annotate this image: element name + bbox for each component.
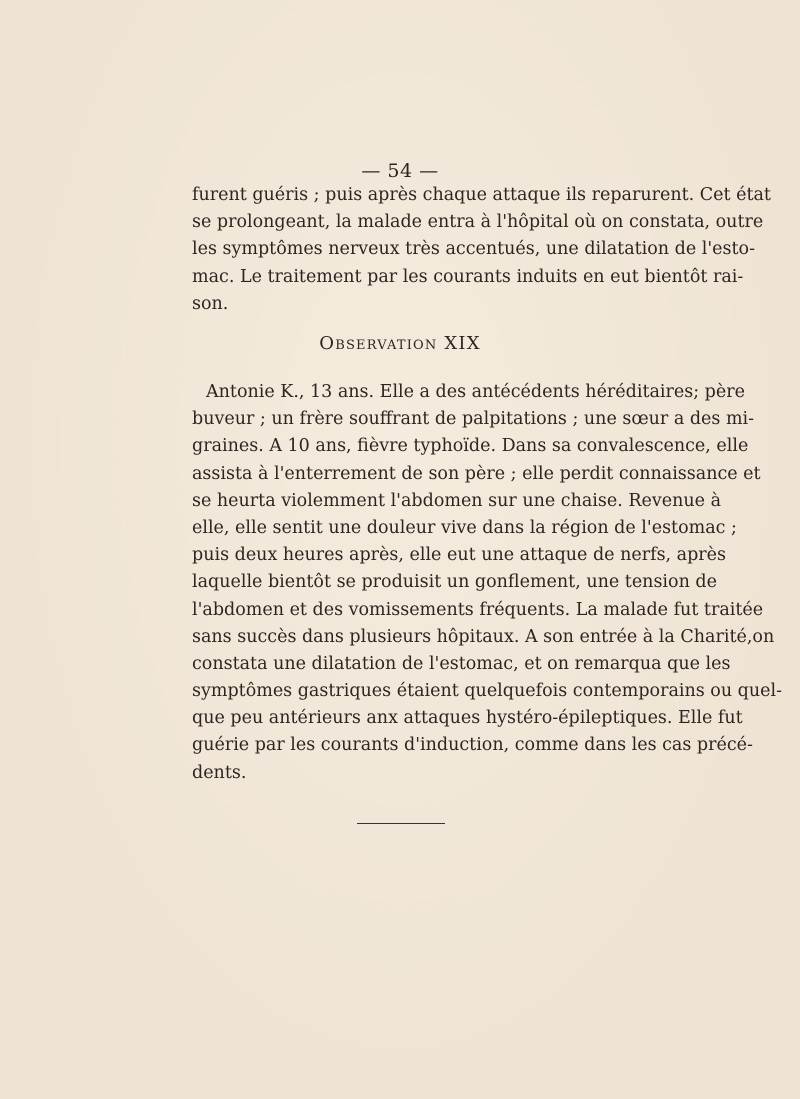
- text-line: se prolongeant, la malade entra à l'hôpital où on constata, outre: [192, 212, 764, 233]
- text-line: sans succès dans plusieurs hôpitaux. A son entrée à la Charité,on: [192, 626, 775, 647]
- paragraph-observation: [192, 379, 783, 787]
- text-line: les symptômes nerveux très accentués, une dilatation de l'esto-: [192, 239, 755, 260]
- text-line: dents.: [192, 762, 247, 783]
- text-line: constata une dilatation de l'estomac, et on remarqua que les: [192, 653, 731, 674]
- text-line: symptômes gastriques étaient quelquefois contemporains ou quel-: [192, 681, 783, 702]
- text-line: l'abdomen et des vomissements fréquents. La malade fut traitée: [192, 599, 764, 620]
- paragraph-continuation: [192, 182, 771, 318]
- text-line: buveur ; un frère souffrant de palpitations ; une sœur a des mi-: [192, 409, 755, 430]
- page-number: — 54 —: [361, 160, 439, 182]
- section-rule: [357, 823, 445, 824]
- text-line: puis deux heures après, elle eut une attaque de nerfs, après: [192, 545, 727, 566]
- text-line: que peu antérieurs anx attaques hystéro-épileptiques. Elle fut: [192, 708, 743, 729]
- text-line: mac. Le traitement par les courants induits en eut bientôt rai-: [192, 266, 744, 287]
- text-line: laquelle bientôt se produisit un gonflement, une tension de: [192, 572, 717, 593]
- observation-heading: Observation XIX: [319, 333, 481, 354]
- text-line: Antonie K., 13 ans. Elle a des antécédents héréditaires; père: [206, 382, 745, 402]
- text-line: elle, elle sentit une douleur vive dans la région de l'estomac ;: [192, 517, 737, 538]
- text-line: assista à l'enterrement de son père ; elle perdit connaissance et: [192, 463, 761, 484]
- text-line: furent guéris ; puis après chaque attaque ils reparurent. Cet état: [192, 185, 771, 205]
- text-line: graines. A 10 ans, fièvre typhoïde. Dans sa convalescence, elle: [192, 436, 749, 457]
- text-line: son.: [192, 293, 229, 314]
- text-line: se heurta violemment l'abdomen sur une chaise. Revenue à: [192, 490, 722, 511]
- text-line: guérie par les courants d'induction, comme dans les cas précé-: [192, 735, 753, 756]
